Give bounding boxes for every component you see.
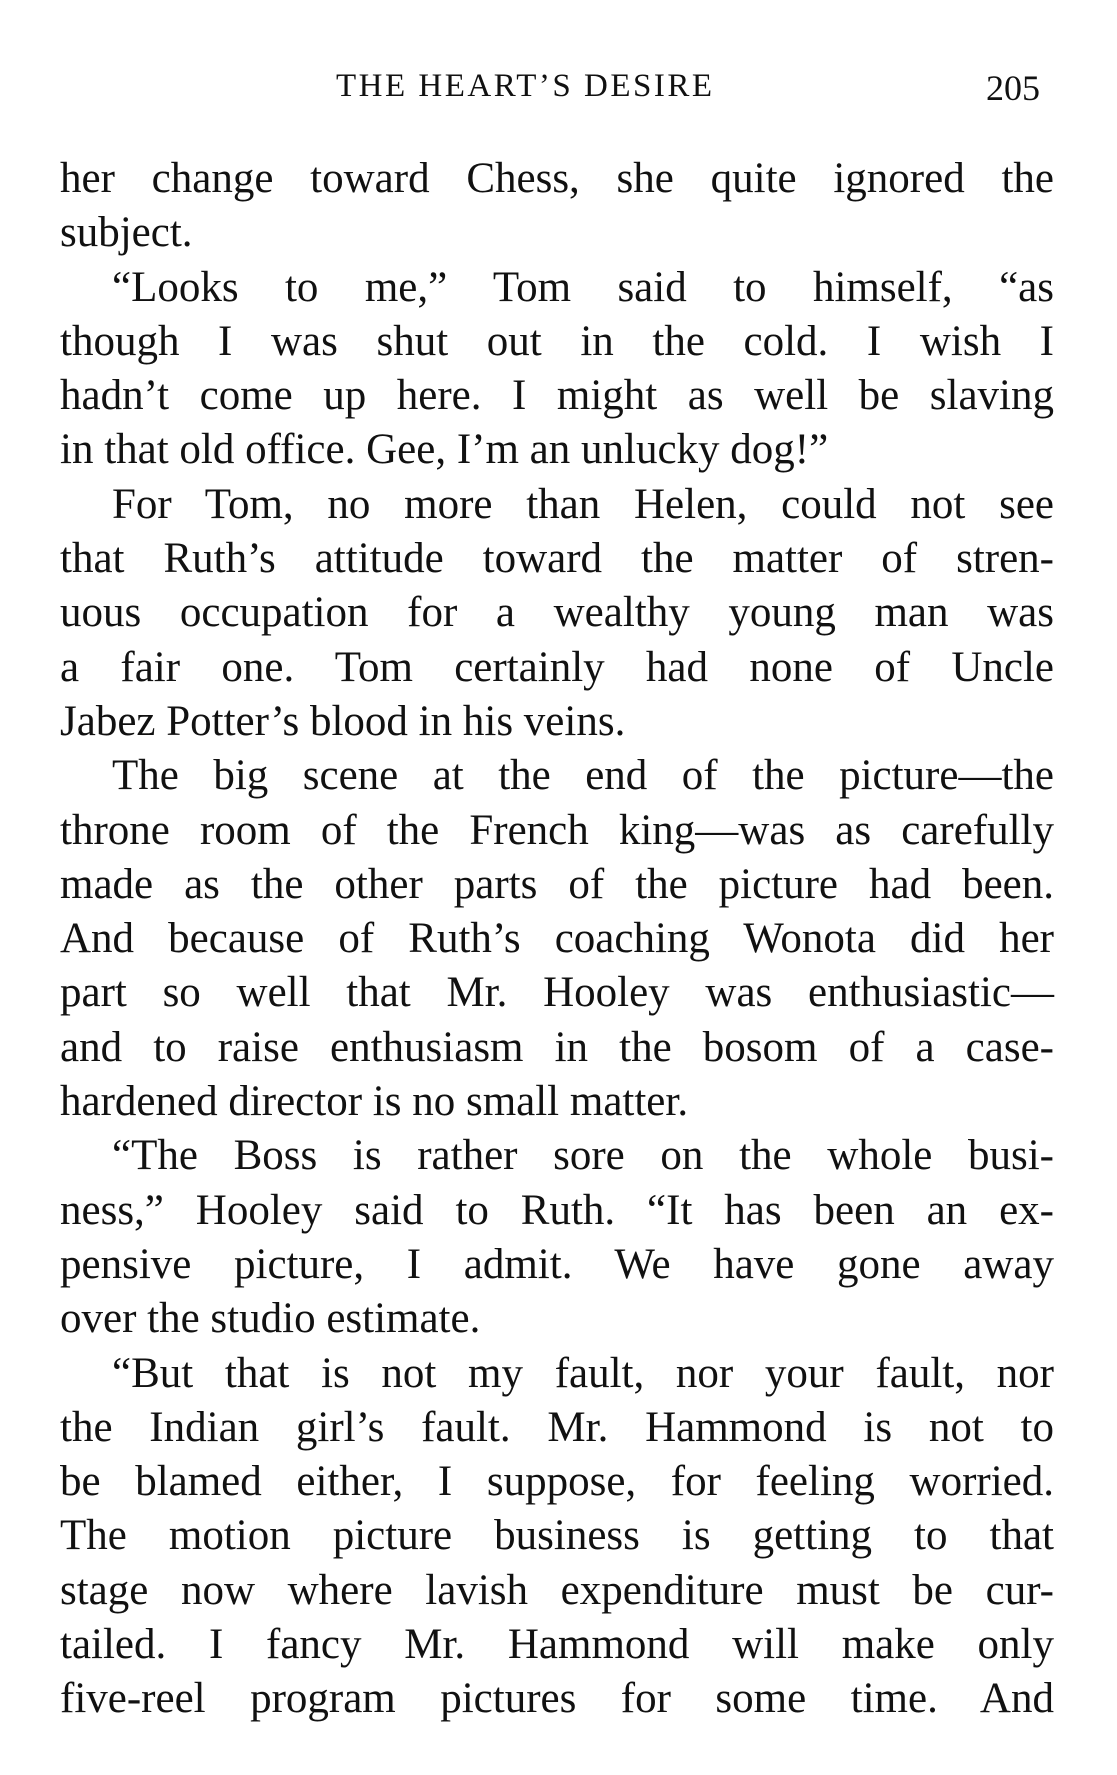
text-line: Jabez Potter’s blood in his veins. xyxy=(60,697,626,745)
text-line: tailed. I fancy Mr. Hammond will make only xyxy=(60,1621,1054,1669)
text-line: The motion picture business is getting to that xyxy=(60,1512,1054,1560)
text-line: For Tom, no more than Helen, could not see xyxy=(112,480,1054,528)
running-title: THE HEART’S DESIRE xyxy=(336,68,715,104)
text-line: “Looks to me,” Tom said to himself, “as xyxy=(112,263,1054,311)
text-line: the Indian girl’s fault. Mr. Hammond is not to xyxy=(60,1403,1054,1451)
text-line: part so well that Mr. Hooley was enthusiastic— xyxy=(60,969,1054,1017)
body-text xyxy=(60,152,1054,1727)
text-line: And because of Ruth’s coaching Wonota did her xyxy=(60,915,1054,963)
text-line: over the studio estimate. xyxy=(60,1295,481,1343)
page-number: 205 xyxy=(986,68,1040,108)
text-line: uous occupation for a wealthy young man was xyxy=(60,589,1054,637)
running-head xyxy=(0,66,1117,106)
text-line: made as the other parts of the picture had been. xyxy=(60,860,1054,908)
text-line: pensive picture, I admit. We have gone away xyxy=(60,1240,1054,1288)
text-line: that Ruth’s attitude toward the matter of stren- xyxy=(60,535,1054,583)
text-line: hadn’t come up here. I might as well be slaving xyxy=(60,372,1054,420)
text-line: The big scene at the end of the picture—the xyxy=(112,752,1054,800)
text-line: a fair one. Tom certainly had none of Uncle xyxy=(60,643,1054,691)
text-line: ness,” Hooley said to Ruth. “It has been an ex- xyxy=(60,1186,1054,1234)
text-line: subject. xyxy=(60,209,193,257)
text-line: be blamed either, I suppose, for feeling worried. xyxy=(60,1458,1054,1506)
text-line: her change toward Chess, she quite ignored the xyxy=(60,155,1054,202)
text-line: in that old office. Gee, I’m an unlucky dog!” xyxy=(60,426,829,474)
text-line: throne room of the French king—was as carefully xyxy=(60,806,1054,854)
text-line: hardened director is no small matter. xyxy=(60,1078,689,1126)
text-line: “But that is not my fault, nor your fault, nor xyxy=(112,1349,1054,1397)
text-line: though I was shut out in the cold. I wish I xyxy=(60,317,1054,365)
text-line: and to raise enthusiasm in the bosom of a case- xyxy=(60,1023,1054,1071)
text-line: stage now where lavish expenditure must be cur- xyxy=(60,1566,1054,1614)
text-line: five-reel program pictures for some time. And xyxy=(60,1675,1054,1723)
text-line: “The Boss is rather sore on the whole busi- xyxy=(112,1132,1054,1180)
